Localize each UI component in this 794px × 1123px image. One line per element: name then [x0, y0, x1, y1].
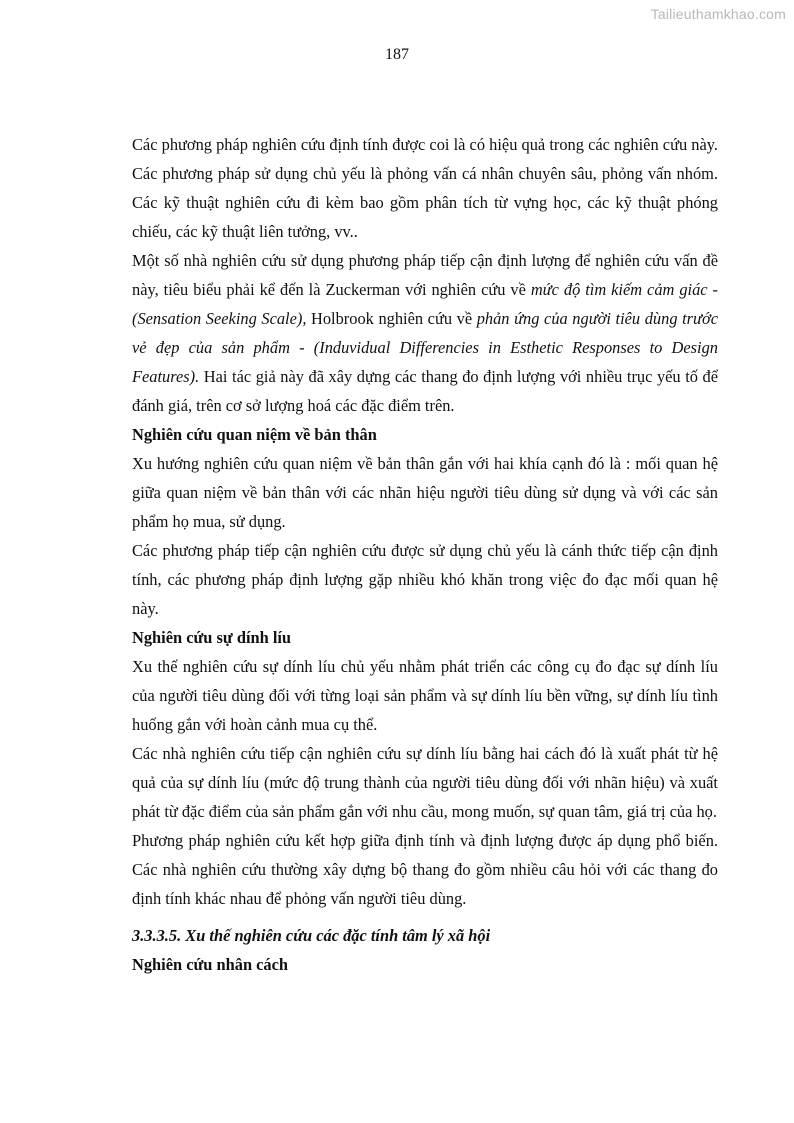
- italic-term-esthetic-responses: phản ứng của người tiêu dùng trước vẻ đẹp của sản phẩm - (Induvidual Differencies in Esthetic Responses to Design Features).: [132, 309, 719, 386]
- paragraph-qualitative-methods: Các phương pháp nghiên cứu định tính được coi là có hiệu quả trong các nghiên cứu này. Các phương pháp sử dụng chủ yếu là phỏng vấn cá nhân chuyên sâu, phỏng vấn nhóm. Các kỹ thuật nghiên cứu đi kèm bao gồm phân tích từ vựng học, các kỹ thuật phóng chiếu, các kỹ thuật liên tưởng, vv..: [132, 135, 718, 241]
- heading-self-concept: Nghiên cứu quan niệm về bản thân: [132, 425, 377, 444]
- watermark: Tailieuthamkhao.com: [650, 6, 786, 22]
- paragraph-quantitative-approach: [132, 246, 718, 420]
- paragraph-text: Holbrook nghiên cứu về: [306, 309, 477, 328]
- paragraph-involvement-approach: Các nhà nghiên cứu tiếp cận nghiên cứu sự dính líu bằng hai cách đó là xuất phát từ hệ quả của sự dính líu (mức độ trung thành của người tiêu dùng đối với nhãn hiệu) và xuất phát từ đặc điểm của sản phẩm gắn với nhu cầu, mong muốn, sự quan tâm, giá trị của họ.: [132, 744, 718, 821]
- document-body: [132, 130, 718, 979]
- section-heading-3-3-3-5: 3.3.3.5. Xu thế nghiên cứu các đặc tính tâm lý xã hội: [132, 926, 491, 945]
- page-number: 187: [385, 46, 409, 63]
- italic-term-sensation-seeking: mức độ tìm kiếm cảm giác - (Sensation Seeking Scale),: [132, 280, 718, 328]
- paragraph-text: Một số nhà nghiên cứu sử dụng phương pháp tiếp cận định lượng để nghiên cứu vấn đề này, tiêu biểu phải kể đến là Zuckerman với nghiên cứu về: [132, 251, 718, 299]
- heading-personality: Nghiên cứu nhân cách: [132, 955, 289, 974]
- paragraph-self-concept-trend: Xu hướng nghiên cứu quan niệm về bản thân gắn với hai khía cạnh đó là : mối quan hệ giữa quan niệm về bản thân với các nhãn hiệu người tiêu dùng sử dụng và với các sản phẩm họ mua, sử dụng.: [132, 454, 718, 531]
- paragraph-text: Hai tác giả này đã xây dựng các thang đo định lượng với nhiều trục yếu tố để đánh giá, trên cơ sở lượng hoá các đặc điểm trên.: [132, 367, 718, 415]
- paragraph-self-concept-methods: Các phương pháp tiếp cận nghiên cứu được sử dụng chủ yếu là cánh thức tiếp cận định tính, các phương pháp định lượng gặp nhiều khó khăn trong việc đo đạc mối quan hệ này.: [132, 541, 718, 618]
- paragraph-combined-methods: Phương pháp nghiên cứu kết hợp giữa định tính và định lượng được áp dụng phổ biến. Các nhà nghiên cứu thường xây dựng bộ thang đo gồm nhiều câu hỏi với các thang đo định tính khác nhau để phỏng vấn người tiêu dùng.: [132, 831, 718, 908]
- heading-involvement: Nghiên cứu sự dính líu: [132, 628, 292, 647]
- paragraph-involvement-trend: Xu thế nghiên cứu sự dính líu chủ yếu nhằm phát triển các công cụ đo đạc sự dính líu của người tiêu dùng đối với từng loại sản phẩm và sự dính líu bền vững, sự dính líu tình huống gắn với hoàn cảnh mua cụ thể.: [132, 657, 718, 734]
